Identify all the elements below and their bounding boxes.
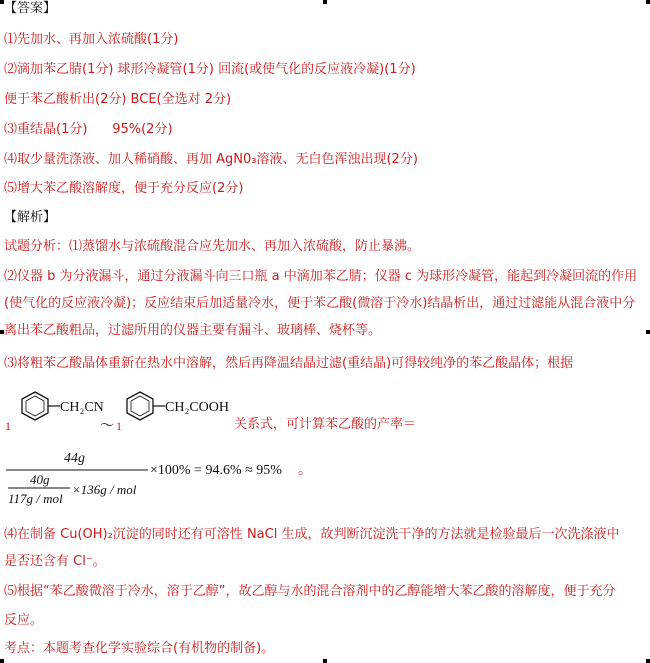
left-coef: 1	[5, 419, 11, 433]
tilde: ～	[100, 419, 114, 434]
formula-inner-num: 40g	[30, 472, 50, 487]
corner-mark	[646, 330, 650, 334]
formula-inner-den: 117g / mol	[8, 491, 63, 506]
answer-5: ⑸增大苯乙酸溶解度，便于充分反应(2分)	[4, 181, 244, 196]
answer-4: ⑷取少量洗涤液、加人稀硝酸、再加 AgN0₃溶液、无白色浑浊出现(2分)	[4, 152, 418, 167]
answer-2b: 便于苯乙酸析出(2分) BCE(全选对 2分)	[4, 92, 232, 107]
formula-times-mass: ×136g / mol	[72, 482, 137, 497]
answer-3: ⑶重结晶(1分) 95%(2分)	[4, 122, 173, 137]
corner-mark	[323, 0, 327, 4]
analysis-para-2: ⑵仪器 b 为分液漏斗，通过分液漏斗向三口瓶 a 中滴加苯乙腈；仪器 c 为球形冷凝管，能起到冷凝回流的作用(使气化的反应液冷凝)；反应结束后加适量冷水，便于苯乙酸(微溶于冷水)结晶析出，通过过滤能从混合液中分离出苯乙酸粗品，过滤所用的仪器主要有漏斗、玻璃棒、烧杯等。	[4, 269, 638, 338]
analysis-para-5b: 反应。	[4, 613, 44, 628]
right-coef: 1	[116, 419, 122, 433]
analysis-para-4b: 是否还含有 Cl⁻。	[4, 554, 106, 569]
answer-header: 【答案】	[4, 1, 57, 16]
analysis-para-5a: ⑸根据“苯乙酸微溶于冷水，溶于乙醇”，故乙醇与水的混合溶剂中的乙醇能增大苯乙酸的溶解度，便于充分	[4, 584, 616, 599]
formula-top-num: 44g	[64, 451, 85, 466]
formula-tail: ×100% = 94.6% ≈ 95%	[150, 463, 282, 478]
analysis-header: 【解析】	[4, 210, 57, 225]
answer-1: ⑴先加水、再加入浓硫酸(1分)	[4, 32, 179, 47]
corner-mark	[646, 659, 650, 663]
corner-mark	[0, 659, 4, 663]
analysis-para-3: ⑶将粗苯乙酸晶体重新在热水中溶解，然后再降温结晶过滤(重结晶)可得较纯净的苯乙酸晶体；根据	[4, 356, 574, 371]
answer-2: ⑵滴加苯乙腈(1分) 球形冷凝管(1分) 回流(或使气化的反应液冷凝)(1分)	[4, 62, 416, 77]
corner-mark	[646, 0, 650, 4]
right-group: CH₂COOH	[165, 400, 229, 415]
benzene-ring-left-inner	[26, 396, 44, 416]
relation-tail: 关系式，可计算苯乙酸的产率＝	[234, 417, 417, 432]
benzene-ring-right-inner	[131, 396, 149, 416]
yield-formula	[0, 440, 330, 510]
left-group: CH₂CN	[60, 400, 104, 415]
analysis-para-4a: ⑷在制备 Cu(OH)₂沉淀的同时还有可溶性 NaCl 生成，故判断沉淀洗干净的方法就是检验最后一次洗涤液中	[4, 527, 620, 542]
relation-structures	[0, 390, 240, 440]
kaodian: 考点：本题考查化学实验综合(有机物的制备)。	[4, 641, 275, 656]
analysis-para-1: 试题分析：⑴蒸馏水与浓硫酸混合应先加水、再加入浓硫酸，防止暴沸。	[4, 239, 421, 254]
formula-period: 。	[298, 463, 312, 478]
corner-mark	[323, 659, 327, 663]
